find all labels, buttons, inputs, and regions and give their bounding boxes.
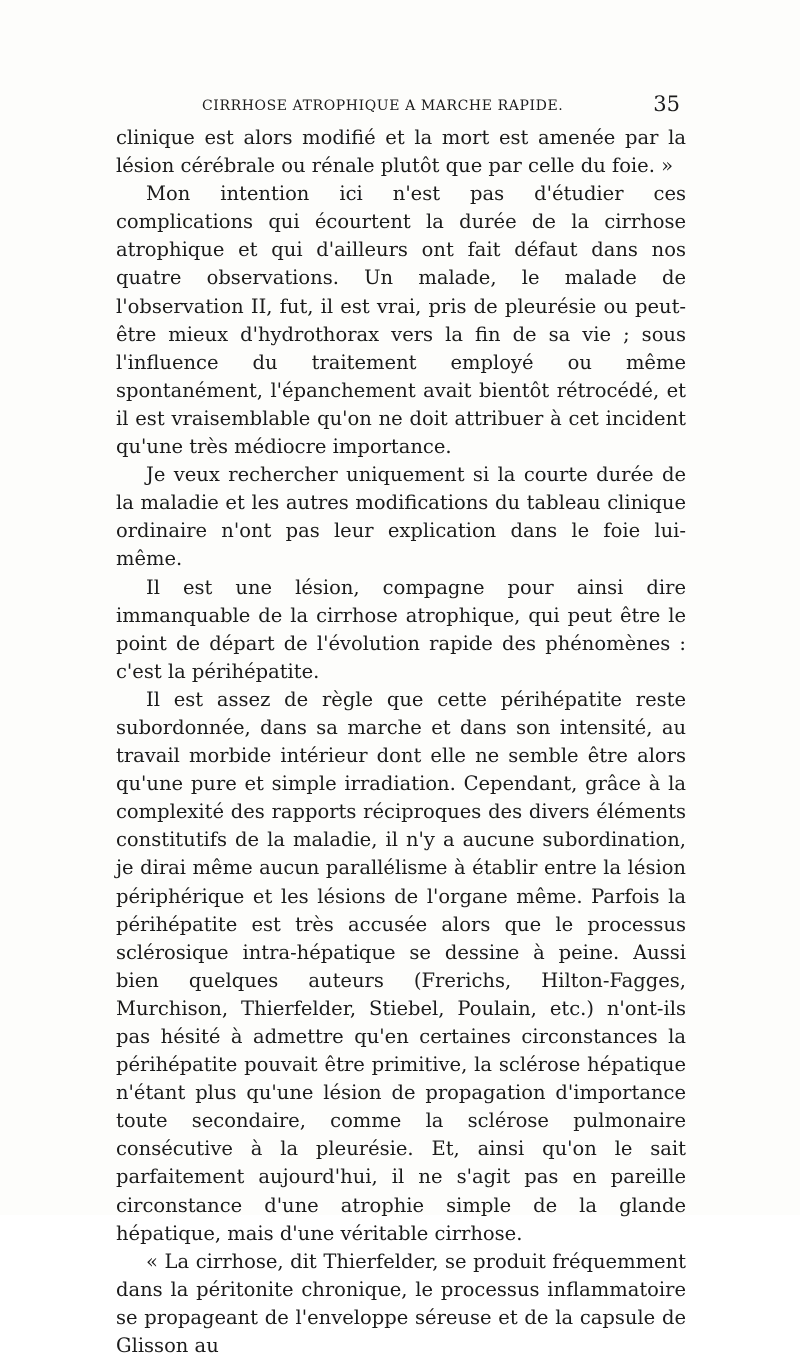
page-number: 35: [653, 92, 680, 116]
paragraph: Mon intention ici n'est pas d'étudier ces complications qui écourtent la durée de la cirrhose atrophique et qui d'ailleurs ont fait défaut dans nos quatre observations. Un malade, le malade de l'observation II, fut, il est vrai, pris de pleurésie ou peut-être mieux d'hydrothorax vers la fin de sa vie ; sous l'influence du traitement employé ou même spontanément, l'épanchement avait bientôt rétrocédé, et il est vraisemblable qu'on ne doit attribuer à cet incident qu'une très médiocre importance.: [116, 182, 686, 459]
paragraph: Je veux rechercher uniquement si la courte durée de la maladie et les autres modifications du tableau clinique ordinaire n'ont pas leur explication dans le foie lui-même.: [116, 463, 686, 571]
running-head: CIRRHOSE ATROPHIQUE A MARCHE RAPIDE.: [202, 98, 564, 114]
page-header: [116, 92, 686, 120]
paragraph: Il est assez de règle que cette périhépatite reste subordonnée, dans sa marche et dans son intensité, au travail morbide intérieur dont elle ne semble être alors qu'une pure et simple irradiation. Cependant, grâce à la complexité des rapports réciproques des divers éléments constitutifs de la maladie, il n'y a aucune subordination, je dirai même aucun parallélisme à établir entre la lésion périphérique et les lésions de l'organe même. Parfois la périhépatite est très accusée alors que le processus sclérosique intra-hépatique se dessine à peine. Aussi bien quelques auteurs (Frerichs, Hilton-Fagges, Murchison, Thierfelder, Stiebel, Poulain, etc.) n'ont-ils pas hésité à admettre qu'en certaines circonstances la périhépatite pouvait être primitive, la sclérose hépatique n'étant plus qu'une lésion de propagation d'importance toute secondaire, comme la sclérose pulmonaire consécutive à la pleurésie. Et, ainsi qu'on le sait parfaitement aujourd'hui, il ne s'agit pas en pareille circonstance d'une atrophie simple de la glande hépatique, mais d'une véritable cirrhose.: [116, 687, 686, 1245]
paragraph-quote: « La cirrhose, dit Thierfelder, se produit fréquemment dans la péritonite chronique, le processus inflammatoire se propageant de l'enveloppe séreuse et de la capsule de Glisson au: [116, 1249, 686, 1358]
paragraph: Il est une lésion, compagne pour ainsi dire immanquable de la cirrhose atrophique, qui peut être le point de départ de l'évolution rapide des phénomènes : c'est la périhépatite.: [116, 575, 686, 683]
body-text: [116, 124, 686, 1360]
paragraph-continuation: clinique est alors modifié et la mort est amenée par la lésion cérébrale ou rénale plutôt que par celle du foie. »: [116, 126, 686, 178]
